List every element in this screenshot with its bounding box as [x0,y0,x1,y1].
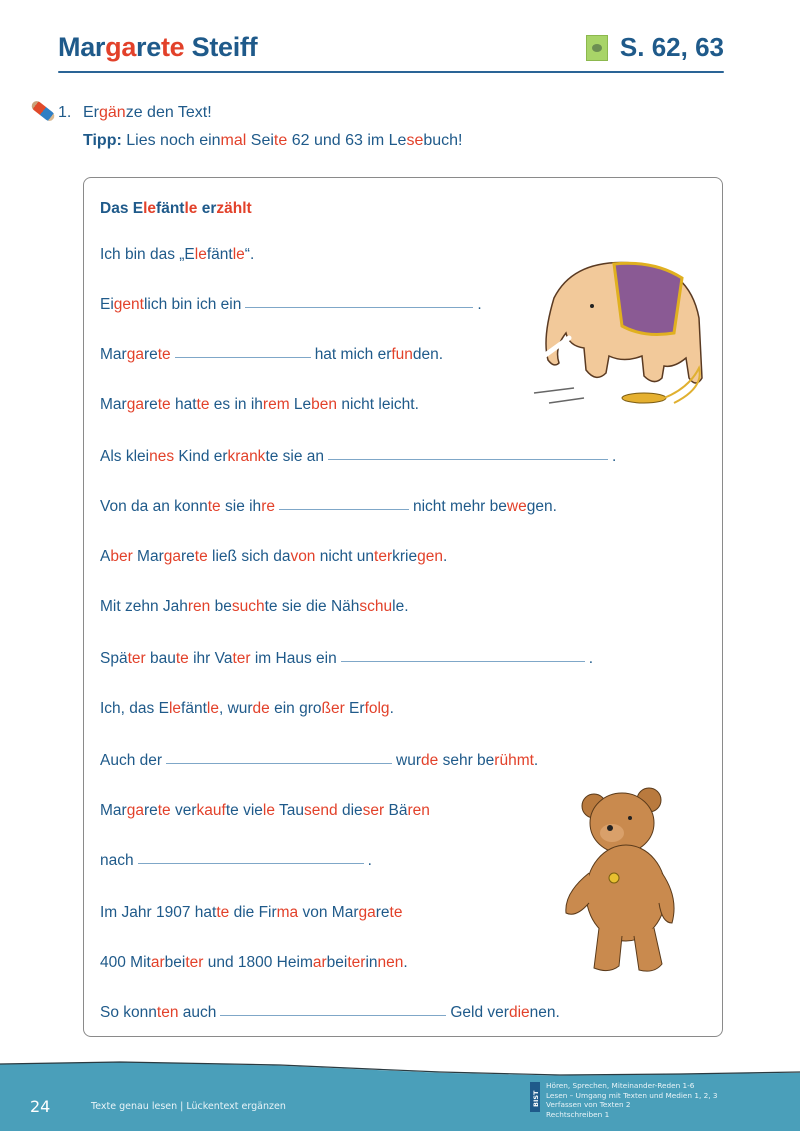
standard-item: Hören, Sprechen, Miteinander-Reden 1-6 [546,1081,695,1090]
text-segment: . [612,448,617,465]
text-segment: Auch der [100,752,163,769]
text-segment: Lies noch ein [121,132,221,149]
syllable-highlight: fun [391,346,413,363]
text-segment: nicht un [315,548,375,565]
text-segment: Als klei [100,448,150,465]
text-segment: nicht leicht. [337,396,419,413]
task-tip [83,132,463,150]
text-segment: krie [392,548,418,565]
text-segment: nen. [529,1004,560,1021]
footer-torn-edge [0,1060,800,1080]
text-segment: Geld ver [450,1004,509,1021]
syllable-highlight: le [262,802,275,819]
text-segment: sehr be [438,752,495,769]
text-segment: ließ sich da [207,548,291,565]
syllable-highlight: gent [113,296,144,313]
text-segment: von Mar [298,904,359,921]
text-segment: hat [170,396,197,413]
text-segment: re [143,396,158,413]
syllable-highlight: rühmt [494,752,534,769]
text-segment: . [403,954,408,971]
text-segment: die Fir [229,904,277,921]
text-segment: in [365,954,378,971]
story-line [100,296,482,314]
text-segment: Im Jahr 1907 hat [100,904,217,921]
story-line [100,448,616,466]
story-line [100,852,372,870]
syllable-highlight: ga [163,548,181,565]
text-segment: re [181,548,195,565]
text-segment: ihr Va [188,650,233,667]
standard-item: Lesen – Umgang mit Texten und Medien 1, 2, 3 [546,1090,718,1100]
text-segment: . [443,548,448,565]
syllable-highlight: such [231,598,265,615]
text-segment: A [100,548,111,565]
text-segment: es in ih [209,396,263,413]
text-segment: Mar [100,346,127,363]
text-segment: nach [100,852,134,869]
text-segment: Ich bin das „E [100,246,195,263]
story-line [100,700,394,718]
story-box [83,177,723,1037]
syllable-highlight: die [508,1004,530,1021]
syllable-highlight: ten [156,1004,179,1021]
syllable-highlight: re [261,498,275,515]
syllable-highlight: le [206,700,219,717]
text-segment: Steiff [184,32,258,62]
text-segment: Mit zehn Jah [100,598,188,615]
syllable-highlight: nes [149,448,175,465]
syllable-highlight: ter [374,548,393,565]
text-segment: te vie [225,802,263,819]
story-line [100,904,402,922]
story-line [100,752,538,770]
reading-book-icon [586,35,608,61]
text-segment: , wur [218,700,253,717]
syllable-highlight: kauf [196,802,226,819]
text-segment: gen. [526,498,557,515]
story-line [100,246,254,264]
text-segment: Ei [100,296,114,313]
text-segment: “. [244,246,255,263]
syllable-highlight: ben [311,396,338,413]
text-segment: Le [289,396,312,413]
text-segment: Von da an konn [100,498,208,515]
story-line [100,802,430,820]
syllable-highlight: we [506,498,527,515]
text-segment: bei [326,954,348,971]
text-segment: Mar [100,396,127,413]
tip-text [122,132,463,149]
syllable-highlight: ar [150,954,165,971]
syllable-highlight: te [273,132,288,149]
text-segment: te sie die Näh [264,598,360,615]
text-segment: Er [83,104,99,121]
text-segment: Das E [100,200,144,217]
task-number: 1. [58,104,72,121]
text-segment: hat mich er [314,346,392,363]
answer-blank[interactable] [138,863,364,864]
syllable-highlight: ga [358,904,376,921]
syllable-highlight: rem [262,396,290,413]
syllable-highlight: te [194,548,208,565]
teddy-bear-illustration [554,778,694,978]
syllable-highlight: ma [276,904,299,921]
text-segment: im Haus ein [250,650,337,667]
story-line [100,498,557,516]
text-segment: fänt [156,200,185,217]
text-segment: Er [344,700,365,717]
text-segment: be [210,598,232,615]
text-segment: Mar [132,548,164,565]
page-reference-text: S. 62, 63 [619,32,724,62]
story-line [100,954,408,972]
answer-blank[interactable] [341,661,585,662]
page-reference [586,32,724,63]
text-segment: den. [412,346,444,363]
text-segment: . [477,296,482,313]
story-line [100,346,443,364]
text-segment: re [136,32,161,62]
syllable-highlight: send [304,802,338,819]
standards-list [546,1081,718,1119]
syllable-highlight: te [157,346,171,363]
story-line [100,1004,560,1022]
text-segment: fänt [206,246,233,263]
syllable-highlight: mal [220,132,247,149]
footer-breadcrumb: Texte genau lesen | Lückentext ergänzen [91,1101,286,1112]
syllable-highlight: te [157,802,171,819]
text-segment: Sei [246,132,274,149]
answer-blank[interactable] [328,459,608,460]
text-segment: nicht mehr be [412,498,507,515]
text-segment: . [588,650,594,667]
syllable-highlight: ar [312,954,327,971]
syllable-highlight: te [216,904,230,921]
text-segment: Bä [384,802,408,819]
bist-label: BIST [532,1090,540,1107]
text-segment: le. [392,598,409,615]
syllable-highlight: de [252,700,270,717]
text-segment: Ich, das E [100,700,169,717]
syllable-highlight: zählt [216,200,252,217]
text-segment: . [533,752,539,769]
story-line [100,650,593,668]
text-segment: ein gro [269,700,322,717]
text-segment: bau [145,650,176,667]
syllable-highlight: ga [126,802,144,819]
text-segment: . [389,700,394,717]
syllable-highlight: von [290,548,316,565]
syllable-highlight: te [157,396,171,413]
syllable-highlight: ber [110,548,133,565]
syllable-highlight: ter [127,650,146,667]
syllable-highlight: le [184,200,198,217]
text-segment: Mar [58,32,106,62]
syllable-highlight: te [160,32,185,62]
syllable-highlight: ßer [321,700,345,717]
syllable-highlight: de [421,752,439,769]
text-segment: . [367,852,372,869]
text-segment: bei [164,954,186,971]
text-segment: Kind er [174,448,228,465]
syllable-highlight: ren [407,802,430,819]
page-title [58,32,257,63]
text-segment: er [197,200,217,217]
syllable-highlight: ser [362,802,385,819]
standard-item: Verfassen von Texten 2 [546,1100,631,1109]
story-line [100,548,447,566]
text-segment: ver [170,802,197,819]
syllable-highlight: nen [377,954,404,971]
syllable-highlight: le [168,700,182,717]
text-segment: wur [396,752,422,769]
answer-blank[interactable] [166,763,392,764]
syllable-highlight: ga [126,396,144,413]
text-segment: So konn [100,1004,157,1021]
syllable-highlight: ren [187,598,211,615]
syllable-highlight: te [207,498,221,515]
text-segment: re [143,802,158,819]
syllable-highlight: le [232,246,245,263]
syllable-highlight: te [196,396,210,413]
text-segment: fänt [181,700,207,717]
syllable-highlight: le [143,200,157,217]
text-segment: 400 Mit [100,954,151,971]
page-number: 24 [30,1097,51,1116]
text-segment: te sie an [265,448,325,465]
syllable-highlight: ga [126,346,144,363]
story-title [100,200,252,218]
text-segment: und 1800 Heim [203,954,313,971]
text-segment: auch [178,1004,217,1021]
answer-blank[interactable] [220,1015,446,1016]
text-segment: lich bin ich ein [143,296,242,313]
syllable-highlight: ter [347,954,366,971]
story-line [100,598,409,616]
text-segment: Spä [100,650,128,667]
answer-blank[interactable] [175,357,311,358]
syllable-highlight: te [175,650,189,667]
standard-item: Rechtschreiben 1 [546,1109,610,1119]
task-text [83,104,212,122]
syllable-highlight: schu [359,598,393,615]
syllable-highlight: le [194,246,207,263]
syllable-highlight: krank [227,448,266,465]
text-segment: 62 und 63 im Le [287,132,407,149]
title-underline [58,71,724,73]
story-line [100,396,419,414]
pencil-icon [30,99,57,123]
syllable-highlight: folg [364,700,390,717]
syllable-highlight: gän [99,104,126,121]
syllable-highlight: ter [232,650,251,667]
text-segment: Tau [274,802,305,819]
text-segment: buch! [423,132,463,149]
syllable-highlight: ter [185,954,204,971]
tip-label: Tipp: [83,132,122,149]
syllable-highlight: te [389,904,403,921]
text-segment: die [337,802,363,819]
elephant-illustration [514,238,714,418]
syllable-highlight: gen [417,548,443,565]
answer-blank[interactable] [279,509,409,510]
header [58,30,724,70]
syllable-highlight: se [406,132,424,149]
syllable-highlight: ga [105,32,137,62]
text-segment: re [375,904,390,921]
text-segment: sie ih [220,498,262,515]
text-segment: re [143,346,158,363]
text-segment: ze den Text! [125,104,212,121]
answer-blank[interactable] [245,307,473,308]
text-segment: Mar [100,802,127,819]
